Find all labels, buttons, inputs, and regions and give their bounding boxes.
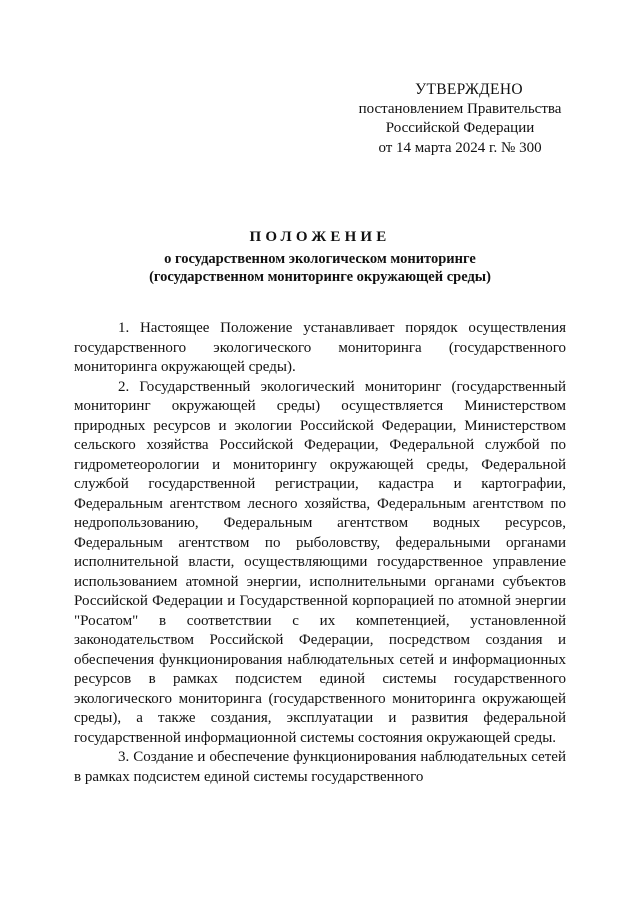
document-subtitle-line-2: (государственном мониторинге окружающей среды) [149,269,491,285]
approval-title: УТВЕРЖДЕНО [415,81,523,98]
paragraph-3: 3. Создание и обеспечение функционирования наблюдательных сетей в рамках подсистем единой системы государственного [74,749,566,785]
document-heading [60,226,580,286]
document-subtitle-line-1: о государственном экологическом мониторинге [164,251,476,267]
document-title: ПОЛОЖЕНИЕ [249,229,391,245]
approval-stamp [340,80,580,158]
approval-line-1: постановлением Правительства [358,100,562,117]
document-body [74,319,566,787]
paragraph-1: 1. Настоящее Положение устанавливает порядок осуществления государственного экологического мониторинга (государственного мониторинга окружающей среды). [74,320,566,375]
paragraph-2: 2. Государственный экологический мониторинг (государственный мониторинг окружающей среды) осуществляется Министерством природных ресурсов и экологии Российской Федерации, Министерством сельского хозяйства Российской Федерации, Федеральной службой по гидрометеорологии и мониторингу окружающей среды, Федеральной службой государственной регистрации, кадастра и картографии, Федеральным агентством лесного хозяйства, Федеральным агентством по недропользованию, Федеральным агентством водных ресурсов, Федеральным агентством по рыболовству, федеральными органами исполнительной власти, осуществляющими государственное управление использованием атомной энергии, исполнительными органами субъектов Российской Федерации и Государственной корпорацией по атомной энергии "Росатом" в соответствии с их компетенцией, установленной законодательством Российской Федерации, посредством создания и обеспечения функционирования наблюдательных сетей и информационных ресурсов в рамках подсистем единой системы государственного экологического мониторинга (государственного мониторинга окружающей среды), а также создания, эксплуатации и развития федеральной государственной информационной системы состояния окружающей среды. [74,378,566,746]
approval-line-3: от 14 марта 2024 г. № 300 [378,139,542,156]
approval-line-2: Российской Федерации [385,120,535,136]
